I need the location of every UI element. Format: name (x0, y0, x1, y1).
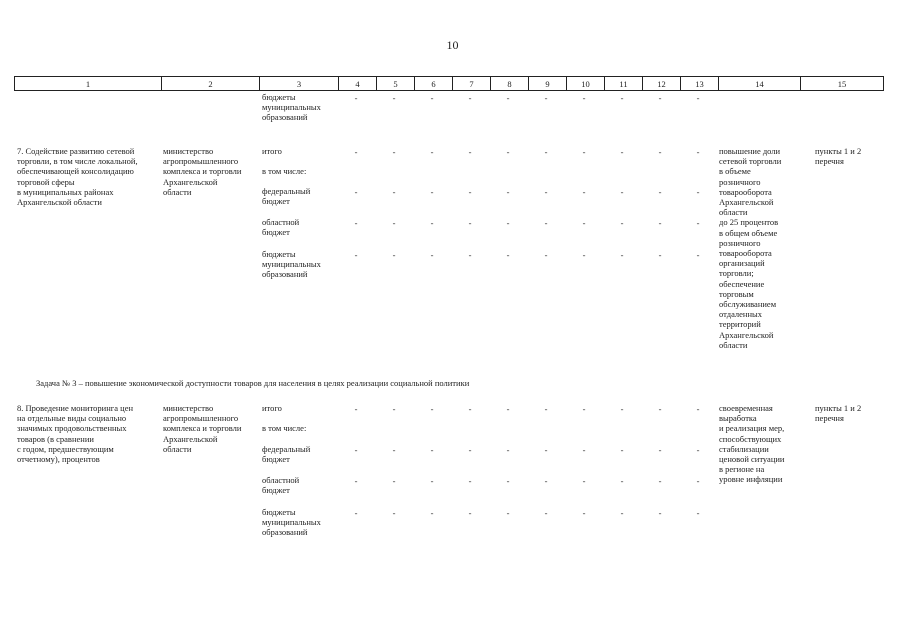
column-header: 6 (415, 77, 453, 91)
source-label: в том числе: (262, 166, 307, 176)
empty-value-dash: - (544, 187, 548, 197)
result-text: повышение доли сетевой торговли в объеме розничного товарооборота Архангельской области до 25 процентов в общем объеме розничного товарооборота организаций торговли; обеспечение торговым обслуживанием отдаленных территорий Архангельской области (719, 146, 782, 350)
empty-value-dash: - (506, 404, 510, 414)
empty-value-dash: - (582, 404, 586, 414)
empty-value-dash: - (696, 508, 700, 518)
executor-name: министерство агропромышленного комплекса и торговли Архангельской области (163, 146, 242, 197)
empty-value-dash: - (468, 93, 472, 103)
empty-value-dash: - (430, 508, 434, 518)
source-label: федеральный бюджет (262, 444, 311, 465)
source-label: федеральный бюджет (262, 186, 311, 207)
source-label: итого (262, 403, 282, 413)
empty-value-dash: - (544, 445, 548, 455)
column-header: 5 (377, 77, 415, 91)
empty-value-dash: - (620, 187, 624, 197)
empty-value-dash: - (430, 476, 434, 486)
empty-value-dash: - (468, 218, 472, 228)
empty-value-dash: - (620, 445, 624, 455)
empty-value-dash: - (620, 404, 624, 414)
program-link: пункты 1 и 2 перечня (815, 146, 862, 167)
empty-value-dash: - (506, 508, 510, 518)
empty-value-dash: - (620, 147, 624, 157)
empty-value-dash: - (620, 218, 624, 228)
column-header: 1 (15, 77, 162, 91)
column-header: 10 (567, 77, 605, 91)
column-header: 14 (719, 77, 801, 91)
empty-value-dash: - (658, 445, 662, 455)
source-label: бюджеты муниципальных образований (262, 92, 321, 123)
empty-value-dash: - (354, 147, 358, 157)
empty-value-dash: - (658, 187, 662, 197)
empty-value-dash: - (354, 93, 358, 103)
empty-value-dash: - (506, 187, 510, 197)
empty-value-dash: - (544, 93, 548, 103)
empty-value-dash: - (506, 476, 510, 486)
empty-value-dash: - (582, 508, 586, 518)
source-label: итого (262, 146, 282, 156)
empty-value-dash: - (544, 250, 548, 260)
empty-value-dash: - (354, 250, 358, 260)
empty-value-dash: - (544, 147, 548, 157)
empty-value-dash: - (696, 250, 700, 260)
empty-value-dash: - (658, 218, 662, 228)
page-number: 10 (446, 38, 459, 52)
source-label: в том числе: (262, 423, 307, 433)
empty-value-dash: - (544, 218, 548, 228)
empty-value-dash: - (696, 404, 700, 414)
empty-value-dash: - (468, 187, 472, 197)
empty-value-dash: - (696, 218, 700, 228)
empty-value-dash: - (696, 476, 700, 486)
empty-value-dash: - (354, 476, 358, 486)
empty-value-dash: - (354, 404, 358, 414)
executor-name: министерство агропромышленного комплекса и торговли Архангельской области (163, 403, 242, 454)
column-header: 9 (529, 77, 567, 91)
empty-value-dash: - (354, 508, 358, 518)
empty-value-dash: - (658, 508, 662, 518)
empty-value-dash: - (392, 476, 396, 486)
empty-value-dash: - (392, 187, 396, 197)
column-header: 13 (681, 77, 719, 91)
empty-value-dash: - (696, 93, 700, 103)
column-header: 3 (260, 77, 339, 91)
empty-value-dash: - (354, 218, 358, 228)
empty-value-dash: - (354, 445, 358, 455)
empty-value-dash: - (392, 93, 396, 103)
empty-value-dash: - (468, 147, 472, 157)
column-number-header (14, 76, 884, 91)
empty-value-dash: - (696, 187, 700, 197)
empty-value-dash: - (392, 218, 396, 228)
source-label: бюджеты муниципальных образований (262, 507, 321, 538)
empty-value-dash: - (582, 218, 586, 228)
empty-value-dash: - (430, 445, 434, 455)
empty-value-dash: - (468, 250, 472, 260)
empty-value-dash: - (468, 476, 472, 486)
column-header: 7 (453, 77, 491, 91)
activity-name: 7. Содействие развитию сетевой торговли, в том числе локальной, обеспечивающей консолидацию торговой сферы в муниципальных районах Архангельской области (17, 146, 138, 208)
empty-value-dash: - (430, 147, 434, 157)
column-header: 12 (643, 77, 681, 91)
empty-value-dash: - (506, 218, 510, 228)
empty-value-dash: - (658, 93, 662, 103)
empty-value-dash: - (544, 404, 548, 414)
empty-value-dash: - (620, 508, 624, 518)
empty-value-dash: - (620, 93, 624, 103)
empty-value-dash: - (696, 147, 700, 157)
source-label: областной бюджет (262, 217, 300, 238)
empty-value-dash: - (468, 445, 472, 455)
empty-value-dash: - (430, 93, 434, 103)
empty-value-dash: - (582, 445, 586, 455)
empty-value-dash: - (468, 508, 472, 518)
empty-value-dash: - (658, 147, 662, 157)
empty-value-dash: - (354, 187, 358, 197)
empty-value-dash: - (620, 476, 624, 486)
column-header: 15 (801, 77, 884, 91)
program-link: пункты 1 и 2 перечня (815, 403, 862, 424)
empty-value-dash: - (582, 476, 586, 486)
empty-value-dash: - (544, 508, 548, 518)
empty-value-dash: - (696, 445, 700, 455)
task-heading: Задача № 3 – повышение экономической доступности товаров для населения в целях реализации социальной политики (36, 378, 470, 388)
column-header: 8 (491, 77, 529, 91)
empty-value-dash: - (658, 404, 662, 414)
empty-value-dash: - (430, 250, 434, 260)
empty-value-dash: - (506, 93, 510, 103)
empty-value-dash: - (392, 147, 396, 157)
empty-value-dash: - (582, 147, 586, 157)
empty-value-dash: - (582, 93, 586, 103)
empty-value-dash: - (430, 218, 434, 228)
empty-value-dash: - (430, 404, 434, 414)
column-header: 2 (162, 77, 260, 91)
empty-value-dash: - (468, 404, 472, 414)
activity-name: 8. Проведение мониторинга цен на отдельные виды социально значимых продовольственных товаров (в сравнении с годом, предшествующим отчетному), процентов (17, 403, 134, 465)
source-label: бюджеты муниципальных образований (262, 249, 321, 280)
empty-value-dash: - (620, 250, 624, 260)
empty-value-dash: - (658, 476, 662, 486)
column-header: 11 (605, 77, 643, 91)
empty-value-dash: - (506, 147, 510, 157)
source-label: областной бюджет (262, 475, 300, 496)
empty-value-dash: - (392, 445, 396, 455)
empty-value-dash: - (430, 187, 434, 197)
empty-value-dash: - (582, 250, 586, 260)
empty-value-dash: - (392, 250, 396, 260)
column-header: 4 (339, 77, 377, 91)
empty-value-dash: - (392, 508, 396, 518)
empty-value-dash: - (544, 476, 548, 486)
empty-value-dash: - (506, 445, 510, 455)
empty-value-dash: - (582, 187, 586, 197)
empty-value-dash: - (506, 250, 510, 260)
empty-value-dash: - (392, 404, 396, 414)
empty-value-dash: - (658, 250, 662, 260)
result-text: своевременная выработка и реализация мер, способствующих стабилизации ценовой ситуации в регионе на уровне инфляции (719, 403, 785, 485)
